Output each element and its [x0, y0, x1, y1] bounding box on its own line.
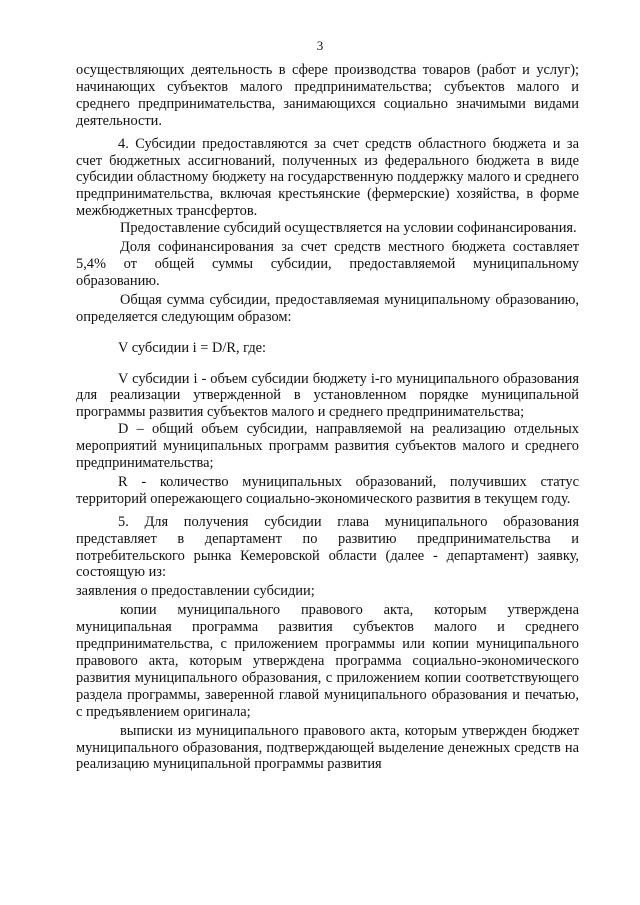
- document-body: [76, 62, 579, 773]
- list-item-budget-extract: выписки из муниципального правового акта, которым утвержден бюджет муниципального образования, подтверждающей выделение денежных средств на реализацию муниципальной программы развития: [76, 722, 579, 773]
- paragraph-item-5: 5. Для получения субсидии глава муниципального образования представляет в департамент по развитию предпринимательства и потребительского рынка Кемеровской области (далее - департамент) заявку, состоящую из:: [76, 513, 579, 581]
- formula: V субсидии i = D/R, где:: [118, 339, 267, 356]
- definition-r: R - количество муниципальных образований, получивших статус территорий опережающего социально-экономического развития в текущем году.: [76, 473, 579, 507]
- definition-v: V субсидии i - объем субсидии бюджету i-го муниципального образования для реализации утвержденной в установленном порядке муниципальной программы развития субъектов малого и среднего предпринимательства;: [76, 370, 579, 421]
- page-number: 3: [316, 38, 324, 53]
- definition-d: D – общий объем субсидии, направляемой на реализацию отдельных мероприятий муниципальных программ развития субъектов малого и среднего предпринимательства;: [76, 421, 579, 472]
- paragraph-continuation: осуществляющих деятельность в сфере производства товаров (работ и услуг); начинающих субъектов малого предпринимательства; субъектов малого и среднего предпринимательства, занимающихся социально значимыми видами деятельности.: [76, 62, 579, 129]
- paragraph-item-4: 4. Субсидии предоставляются за счет средств областного бюджета и за счет бюджетных ассигнований, полученных из федерального бюджета в виде субсидии областному бюджету на государственную поддержку малого и среднего предпринимательства, включая крестьянские (фермерские) хозяйства, в форме межбюджетных трансфертов.: [76, 135, 579, 220]
- paragraph-cofinancing: Предоставление субсидий осуществляется на условии софинансирования.: [120, 220, 577, 237]
- paragraph-cofinancing-share: Доля софинансирования за счет средств местного бюджета составляет 5,4% от общей суммы субсидии, предоставляемой муниципальному образованию.: [76, 239, 579, 289]
- list-item-application: заявления о предоставлении субсидии;: [76, 583, 315, 600]
- paragraph-total-amount: Общая сумма субсидии, предоставляемая муниципальному образованию, определяется следующим образом:: [76, 291, 579, 325]
- list-item-program-copies: копии муниципального правового акта, которым утверждена муниципальная программа развития субъектов малого и среднего предпринимательства, с приложением программы или копии муниципального правового акта, которым утверждена программа социально-экономического развития муниципального образования, с приложением копии соответствующего раздела программы, заверенной главой муниципального образования и печатью, с предъявлением оригинала;: [76, 602, 579, 720]
